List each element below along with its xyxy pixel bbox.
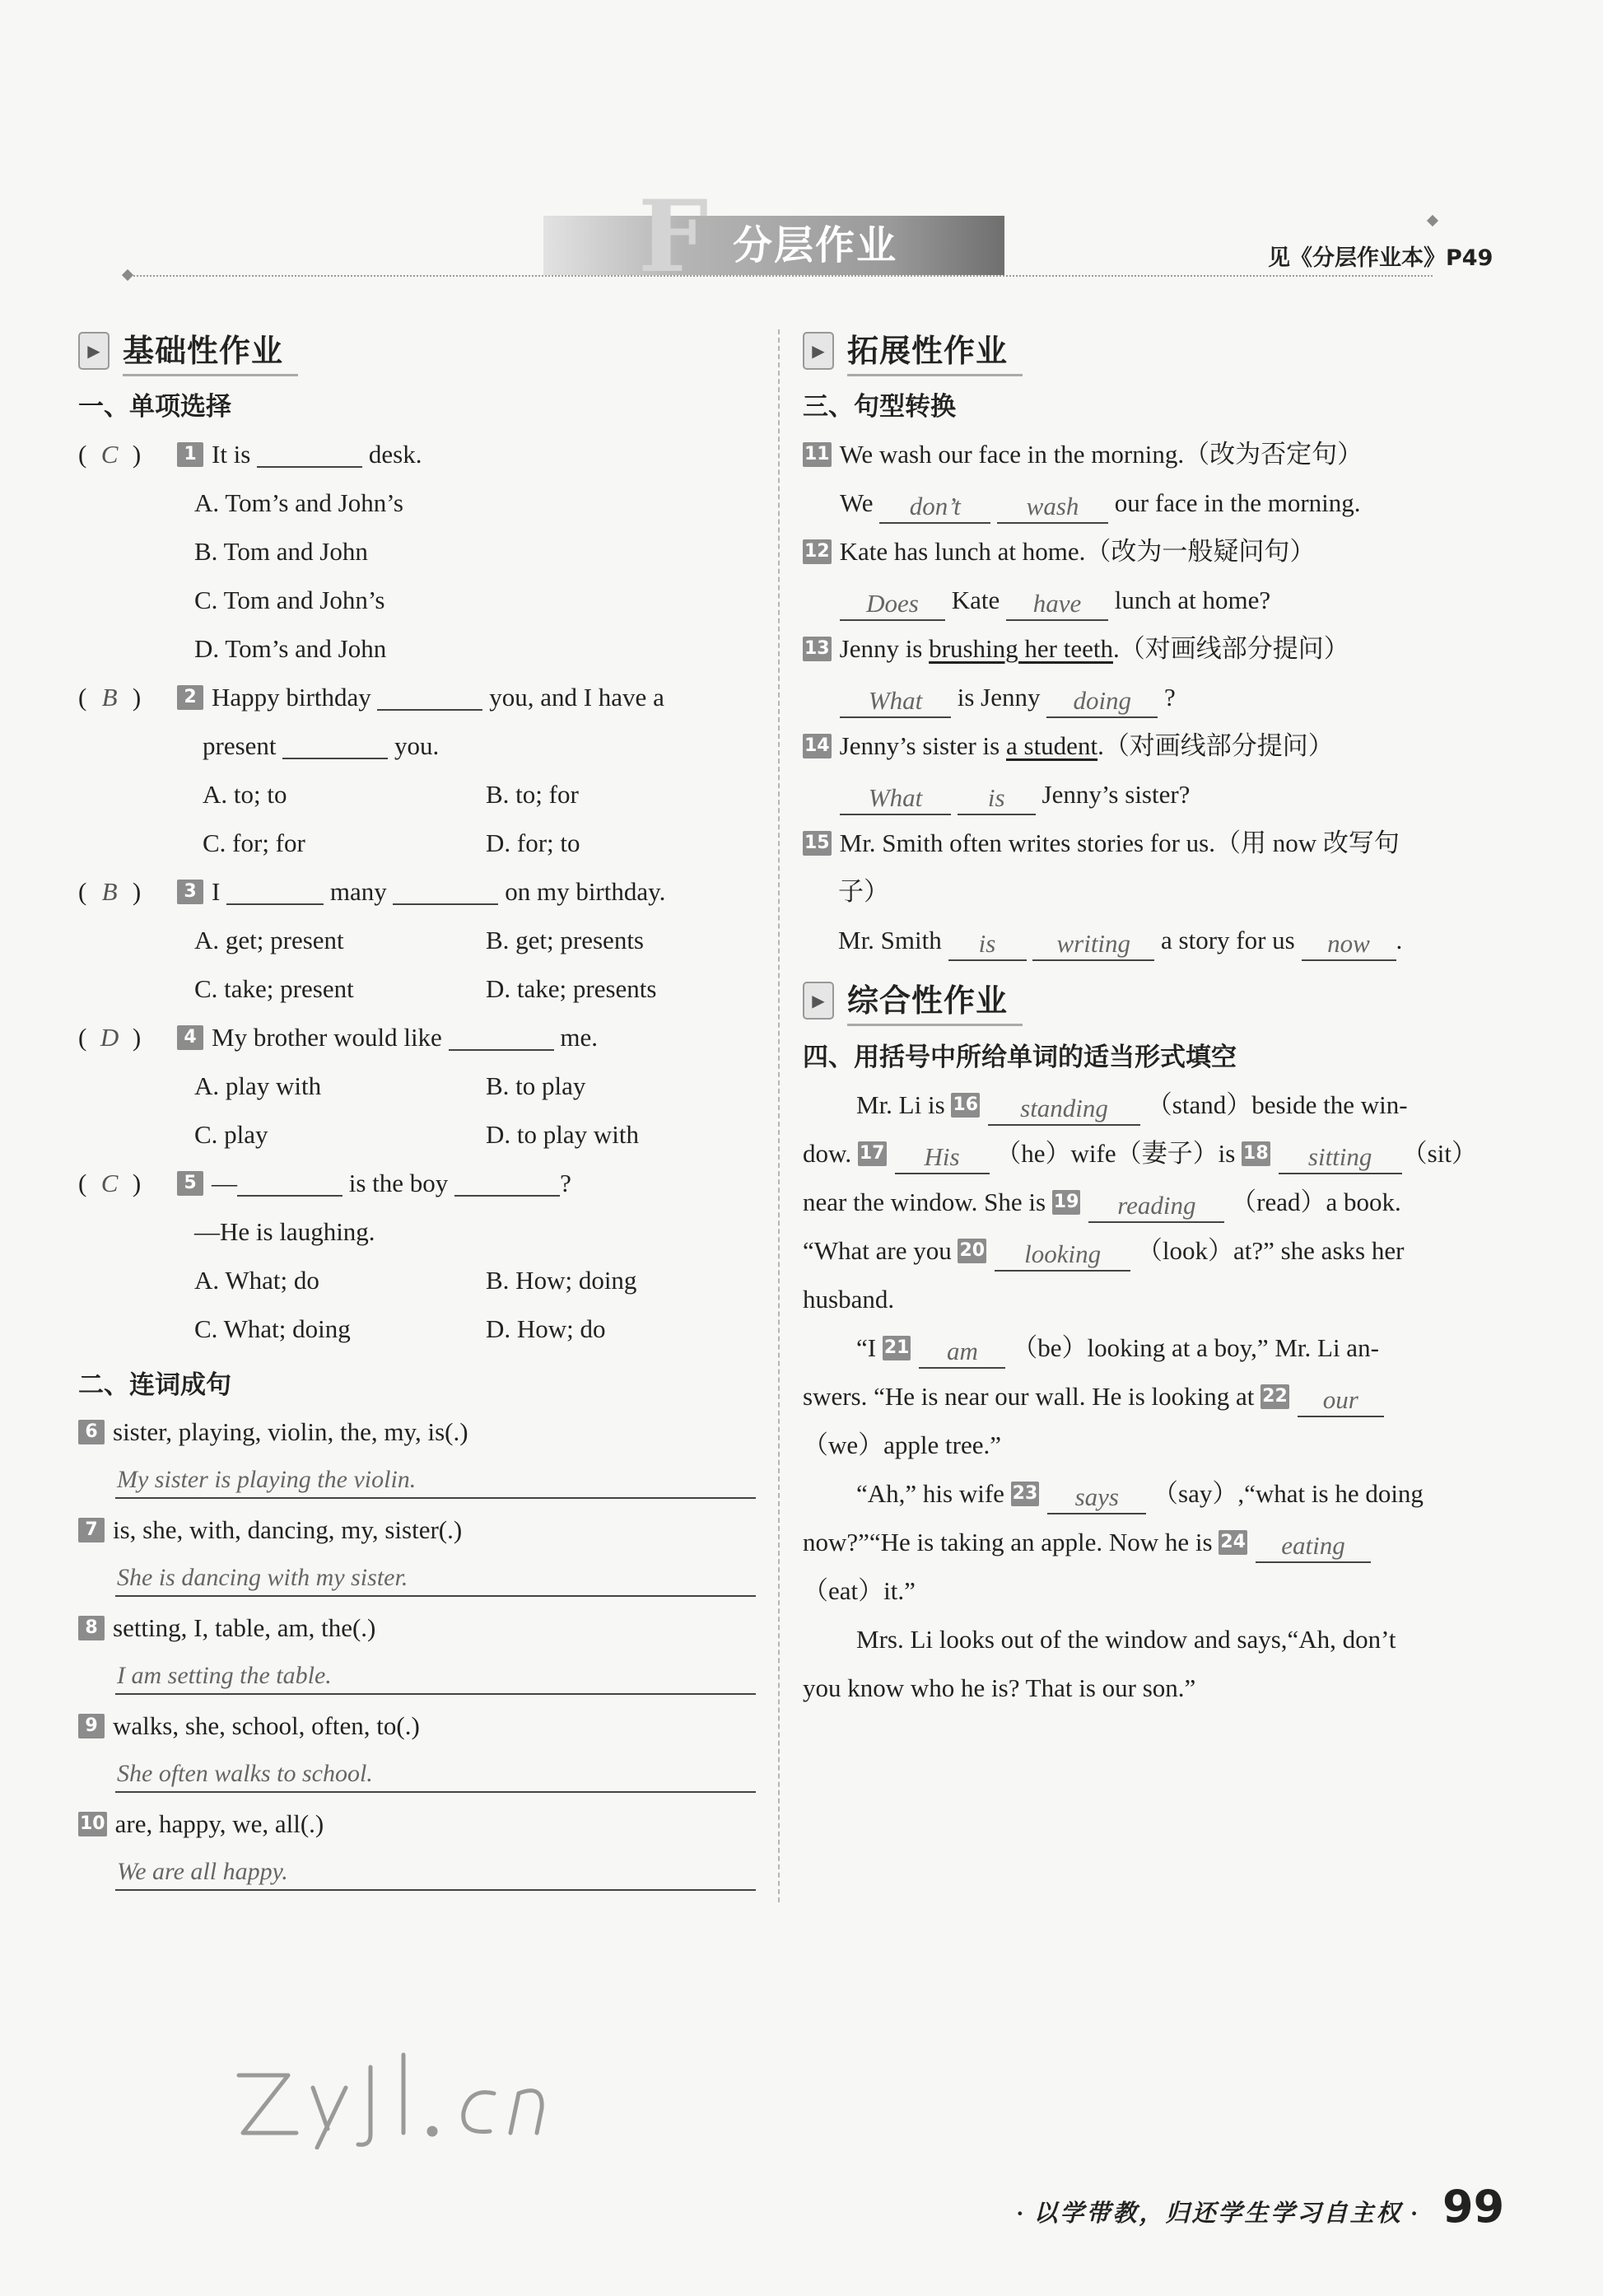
fill-blank: What — [840, 685, 951, 718]
question-12 — [803, 534, 1315, 570]
option-d: D. How; do — [486, 1314, 606, 1343]
underlined-phrase: brushing her teeth — [929, 634, 1113, 663]
question-15-line2: 子） — [838, 877, 889, 906]
passage-text: （sit） — [1401, 1139, 1477, 1168]
question-2-line2 — [203, 728, 439, 764]
rule-end-dot — [1427, 215, 1438, 226]
stem-text: desk. — [368, 440, 422, 469]
option-b: B. to play — [486, 1071, 586, 1100]
answer-text: a story for us — [1161, 926, 1295, 954]
sentence-item-8 — [78, 1610, 375, 1646]
option-c: C. take; present — [194, 974, 354, 1003]
question-11 — [803, 436, 1363, 473]
option-c: C. What; doing — [194, 1314, 351, 1343]
question-text: Mr. Smith often writes stories for us.（用 now 改写句 — [839, 828, 1400, 857]
option-d: D. Tom’s and John — [194, 634, 387, 663]
passage-line — [856, 1330, 1379, 1369]
answer-1: C — [100, 440, 119, 469]
blank-number-badge: 20 — [958, 1239, 986, 1263]
option-b: B. to; for — [486, 780, 579, 809]
part1-heading: 一、单项选择 — [78, 392, 231, 422]
stem-text: Happy birthday — [212, 683, 371, 712]
passage-line: （eat）it.” — [803, 1576, 916, 1605]
section-tag-label: 综合性作业 — [847, 975, 1023, 1026]
fill-blank: don’t — [879, 491, 990, 524]
scrambled-words: is, she, with, dancing, my, sister(.) — [113, 1515, 463, 1544]
part4-heading: 四、用括号中所给单词的适当形式填空 — [803, 1043, 1237, 1072]
scrambled-words: setting, I, table, am, the(.) — [113, 1613, 376, 1642]
fill-blank: eating — [1256, 1530, 1371, 1563]
passage-line: you know who he is? That is our son.” — [803, 1673, 1196, 1702]
fill-blank: doing — [1046, 685, 1158, 718]
blank-number-badge: 17 — [858, 1141, 887, 1166]
answer-text: our face in the morning. — [1114, 488, 1361, 517]
passage-text: now?”“He is taking an apple. Now he is — [803, 1528, 1213, 1556]
stem-text: me. — [560, 1023, 598, 1052]
passage-text: near the window. She is — [803, 1188, 1046, 1216]
option-b: B. get; presents — [486, 926, 644, 954]
part2-heading: 二、连词成句 — [78, 1370, 231, 1400]
option-a: A. to; to — [203, 780, 287, 809]
answer-text: Mr. Smith — [838, 926, 942, 954]
passage-text: （say）,“what is he doing — [1153, 1479, 1424, 1508]
passage-text: （stand）beside the win- — [1146, 1090, 1408, 1119]
sentence-item-6 — [78, 1414, 468, 1450]
part3-heading: 三、句型转换 — [803, 392, 956, 422]
answer-text: is Jenny — [957, 683, 1041, 712]
stem-text: I — [212, 877, 221, 906]
answer-text: lunch at home? — [1114, 586, 1271, 614]
question-text: .（对画线部分提问） — [1097, 731, 1334, 760]
question-number-badge: 11 — [803, 442, 832, 467]
fill-blank: reading — [1088, 1190, 1224, 1223]
section-tag-basic — [78, 328, 298, 374]
passage-text: （be）looking at a boy,” Mr. Li an- — [1012, 1333, 1379, 1362]
stem-text: My brother would like — [212, 1023, 442, 1052]
blank-number-badge: 16 — [951, 1093, 980, 1118]
answer-text: . — [1396, 926, 1403, 954]
question-number-badge: 13 — [803, 637, 832, 661]
reply-text: —He is laughing. — [194, 1217, 375, 1246]
option-d: D. to play with — [486, 1120, 639, 1149]
stem-text: ? — [560, 1169, 571, 1197]
stem-text: is the boy — [348, 1169, 449, 1197]
passage-line: Mrs. Li looks out of the window and says,“Ah, don’t — [856, 1625, 1396, 1654]
stem-text: you. — [394, 731, 440, 760]
answer-blank — [454, 1169, 560, 1197]
option-a: A. Tom’s and John’s — [194, 488, 403, 517]
fill-blank: sitting — [1279, 1141, 1402, 1174]
passage-line — [803, 1184, 1401, 1223]
option-a: A. What; do — [194, 1266, 319, 1295]
header-rule — [128, 275, 1433, 277]
section-tag-comprehensive — [803, 978, 1023, 1024]
passage-line: husband. — [803, 1285, 895, 1314]
question-text: .（对画线部分提问） — [1112, 634, 1349, 663]
fill-blank: is — [958, 782, 1036, 815]
question-number-badge: 9 — [78, 1714, 105, 1738]
fill-blank: am — [919, 1336, 1005, 1369]
fill-blank: wash — [997, 491, 1108, 524]
question-number-badge: 1 — [177, 442, 203, 467]
fill-blank: now — [1302, 928, 1396, 961]
passage-text: （look）at?” she asks her — [1136, 1236, 1405, 1265]
answer-4: D — [100, 1023, 119, 1052]
question-3: ( B ) 3 I many on my birthday. — [78, 874, 665, 910]
section-tag-label: 基础性作业 — [123, 325, 298, 376]
passage-line — [856, 1087, 1408, 1126]
underlined-phrase: a student — [1006, 731, 1098, 760]
passage-line — [856, 1476, 1424, 1514]
answer-line: My sister is playing the violin. — [115, 1463, 756, 1499]
blank-number-badge: 23 — [1011, 1482, 1040, 1506]
question-number-badge: 2 — [177, 685, 203, 710]
passage-line — [803, 1233, 1404, 1272]
fill-blank: standing — [988, 1093, 1140, 1126]
header-letter: F — [638, 179, 709, 295]
scrambled-words: walks, she, school, often, to(.) — [113, 1711, 420, 1740]
scrambled-words: are, happy, we, all(.) — [114, 1809, 324, 1838]
answer-line: I am setting the table. — [115, 1659, 756, 1695]
answer-text: Jenny’s sister? — [1041, 780, 1191, 809]
fill-blank: looking — [995, 1239, 1130, 1272]
passage-text: “What are you — [803, 1236, 952, 1265]
question-text: Jenny is — [839, 634, 923, 663]
answer-blank — [257, 440, 362, 468]
answer-line: She often walks to school. — [115, 1757, 756, 1793]
passage-text: “Ah,” his wife — [856, 1479, 1004, 1508]
question-text: Kate has lunch at home.（改为一般疑问句） — [839, 537, 1316, 566]
arrow-tag-icon: ▶ — [803, 332, 834, 370]
question-number-badge: 6 — [78, 1420, 105, 1444]
answer-blank — [377, 683, 482, 711]
fill-blank: writing — [1032, 928, 1154, 961]
answer-3: B — [101, 877, 118, 906]
answer-text: ? — [1164, 683, 1176, 712]
passage-text: swers. “He is near our wall. He is looking at — [803, 1382, 1255, 1411]
option-b: B. Tom and John — [194, 537, 368, 566]
passage-line — [803, 1524, 1371, 1563]
answer-5: C — [100, 1169, 119, 1197]
answer-blank — [226, 877, 324, 905]
answer-text: We — [840, 488, 874, 517]
blank-number-badge: 21 — [883, 1336, 911, 1360]
arrow-tag-icon: ▶ — [78, 332, 110, 370]
option-c: C. play — [194, 1120, 268, 1149]
question-number-badge: 14 — [803, 734, 832, 758]
stem-text: present — [203, 731, 277, 760]
question-2: ( B ) 2 Happy birthday you, and I have a — [78, 679, 664, 716]
question-number-badge: 4 — [177, 1025, 203, 1050]
question-text: We wash our face in the morning.（改为否定句） — [839, 440, 1363, 469]
passage-line — [803, 1379, 1384, 1417]
question-5: ( C ) 5 — is the boy ? — [78, 1165, 571, 1202]
question-13 — [803, 631, 1349, 667]
question-number-badge: 10 — [78, 1812, 107, 1836]
option-c: C. for; for — [203, 828, 305, 857]
question-14 — [803, 728, 1334, 764]
blank-number-badge: 24 — [1219, 1530, 1247, 1555]
passage-text: “I — [856, 1333, 877, 1362]
answer-blank — [393, 877, 498, 905]
watermark-logo — [231, 2042, 659, 2149]
question-number-badge: 8 — [78, 1616, 105, 1640]
fill-blank: says — [1047, 1482, 1146, 1514]
sentence-item-9 — [78, 1708, 420, 1744]
sentence-item-10 — [78, 1806, 324, 1842]
option-d: D. for; to — [486, 828, 580, 857]
question-number-badge: 15 — [803, 831, 832, 856]
answer-blank — [282, 731, 388, 759]
answer-blank — [449, 1023, 554, 1051]
blank-number-badge: 18 — [1242, 1141, 1270, 1166]
fill-blank: What — [840, 782, 951, 815]
page-number: 99 — [1442, 2181, 1505, 2233]
option-a: A. play with — [194, 1071, 322, 1100]
question-14-answer — [840, 777, 1190, 815]
section-tag-extended — [803, 328, 1023, 374]
question-number-badge: 5 — [177, 1171, 203, 1196]
stem-text: on my birthday. — [505, 877, 666, 906]
option-b: B. How; doing — [486, 1266, 637, 1295]
fill-blank: Does — [840, 588, 945, 621]
question-1: ( C ) 1 It is desk. — [78, 436, 422, 473]
question-11-answer — [840, 485, 1361, 524]
rule-end-dot — [122, 269, 133, 281]
question-15 — [803, 825, 1400, 861]
scrambled-words: sister, playing, violin, the, my, is(.) — [113, 1417, 468, 1446]
section-tag-label: 拓展性作业 — [847, 325, 1023, 376]
question-15-answer — [838, 922, 1402, 961]
fill-blank: is — [948, 928, 1027, 961]
stem-text: many — [329, 877, 387, 906]
fill-blank: His — [895, 1141, 990, 1174]
passage-line — [803, 1136, 1477, 1174]
footer-slogan: · 以学带教，归还学生学习自主权 · — [1017, 2200, 1420, 2227]
option-a: A. get; present — [194, 926, 344, 954]
question-number-badge: 12 — [803, 539, 832, 564]
passage-text: （he）wife（妻子）is — [995, 1139, 1236, 1168]
sentence-item-7 — [78, 1512, 462, 1548]
passage-text: dow. — [803, 1139, 852, 1168]
blank-number-badge: 19 — [1052, 1190, 1081, 1215]
question-number-badge: 7 — [78, 1518, 105, 1542]
stem-text: — — [212, 1169, 237, 1197]
option-c: C. Tom and John’s — [194, 586, 385, 614]
header-title: 分层作业 — [733, 222, 898, 268]
answer-line: She is dancing with my sister. — [115, 1561, 756, 1597]
fill-blank: have — [1006, 588, 1108, 621]
question-12-answer — [840, 582, 1270, 621]
arrow-tag-icon: ▶ — [803, 982, 834, 1020]
passage-line: （we）apple tree.” — [803, 1430, 1001, 1459]
stem-text: you, and I have a — [489, 683, 664, 712]
passage-text: Mr. Li is — [856, 1090, 945, 1119]
passage-text: （read）a book. — [1231, 1188, 1401, 1216]
blank-number-badge: 22 — [1260, 1384, 1289, 1409]
answer-text: Kate — [951, 586, 1000, 614]
question-4: ( D ) 4 My brother would like me. — [78, 1020, 598, 1056]
answer-line: We are all happy. — [115, 1855, 756, 1891]
question-number-badge: 3 — [177, 880, 203, 904]
answer-2: B — [101, 683, 118, 712]
column-divider — [778, 329, 780, 1902]
question-13-answer — [840, 679, 1176, 718]
workbook-reference: 见《分层作业本》P49 — [1268, 245, 1493, 271]
option-d: D. take; presents — [486, 974, 657, 1003]
fill-blank: our — [1298, 1384, 1384, 1417]
answer-blank — [237, 1169, 343, 1197]
question-text: Jenny’s sister is — [839, 731, 1000, 760]
stem-text: It is — [212, 440, 251, 469]
